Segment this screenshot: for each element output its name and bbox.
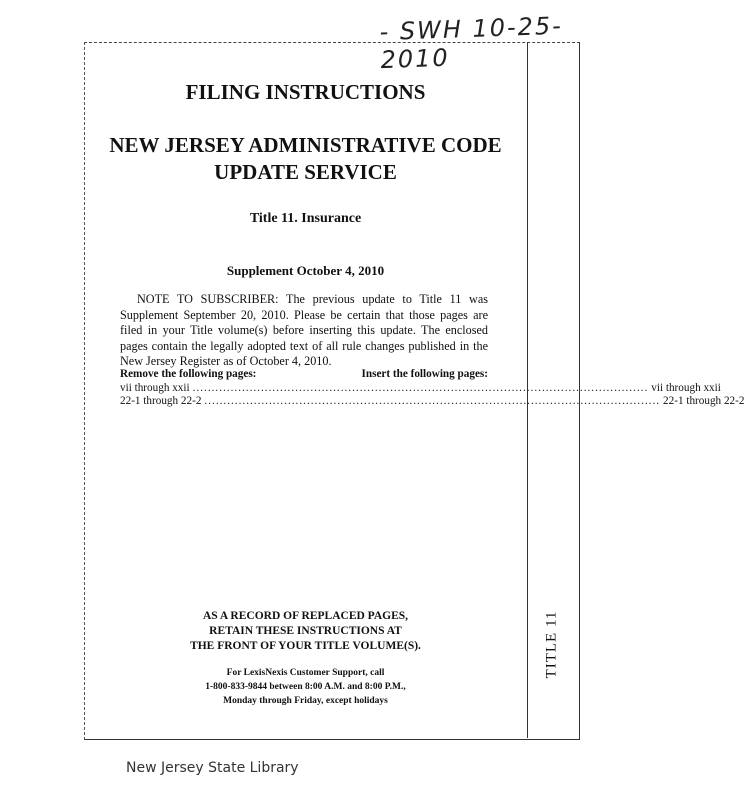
remove-heading: Remove the following pages: bbox=[120, 368, 257, 380]
insert-heading: Insert the following pages: bbox=[361, 368, 488, 380]
leader-dots: ........................................................................................................................ bbox=[204, 395, 661, 407]
handwritten-note: - SWH 10-25-2010 bbox=[379, 11, 564, 75]
page-replacement-table bbox=[120, 368, 744, 409]
insert-range: 22-1 through 22-2 bbox=[663, 395, 744, 407]
subscriber-note bbox=[120, 292, 488, 370]
code-title: NEW JERSEY ADMINISTRATIVE CODE UPDATE SERVICE bbox=[109, 133, 502, 184]
table-row bbox=[120, 381, 721, 396]
page-title: FILING INSTRUCTIONS bbox=[185, 80, 426, 104]
spine-label bbox=[532, 606, 572, 682]
insert-range: vii through xxii bbox=[651, 381, 721, 394]
record-notice: AS A RECORD OF REPLACED PAGES, RETAIN THESE INSTRUCTIONS AT THE FRONT OF YOUR TITLE VOLUME(S). bbox=[190, 610, 421, 652]
leader-dots: ........................................................................................................................ bbox=[192, 381, 649, 394]
table-row bbox=[120, 395, 744, 409]
table-header bbox=[120, 368, 488, 382]
library-stamp: New Jersey State Library bbox=[126, 760, 299, 776]
supplement-date: Supplement October 4, 2010 bbox=[226, 263, 385, 278]
section-title: Title 11. Insurance bbox=[249, 211, 362, 226]
customer-support-info: For LexisNexis Customer Support, call 1-800-833-9844 between 8:00 A.M. and 8:00 P.M., Monday through Friday, except holidays bbox=[205, 668, 406, 706]
remove-range: vii through xxii bbox=[120, 381, 190, 394]
subscriber-note-text: NOTE TO SUBSCRIBER: The previous update to Title 11 was Supplement September 20, 2010. Please be certain that those pages are filed in your Title volume(s) before inserting this update. The enclosed pages contain the legally adopted text of all rule changes published in the New Jersey Register as of October 4, 2010. bbox=[120, 292, 488, 368]
spine-label-text: TITLE 11 bbox=[543, 610, 560, 678]
remove-range: 22-1 through 22-2 bbox=[120, 395, 202, 407]
